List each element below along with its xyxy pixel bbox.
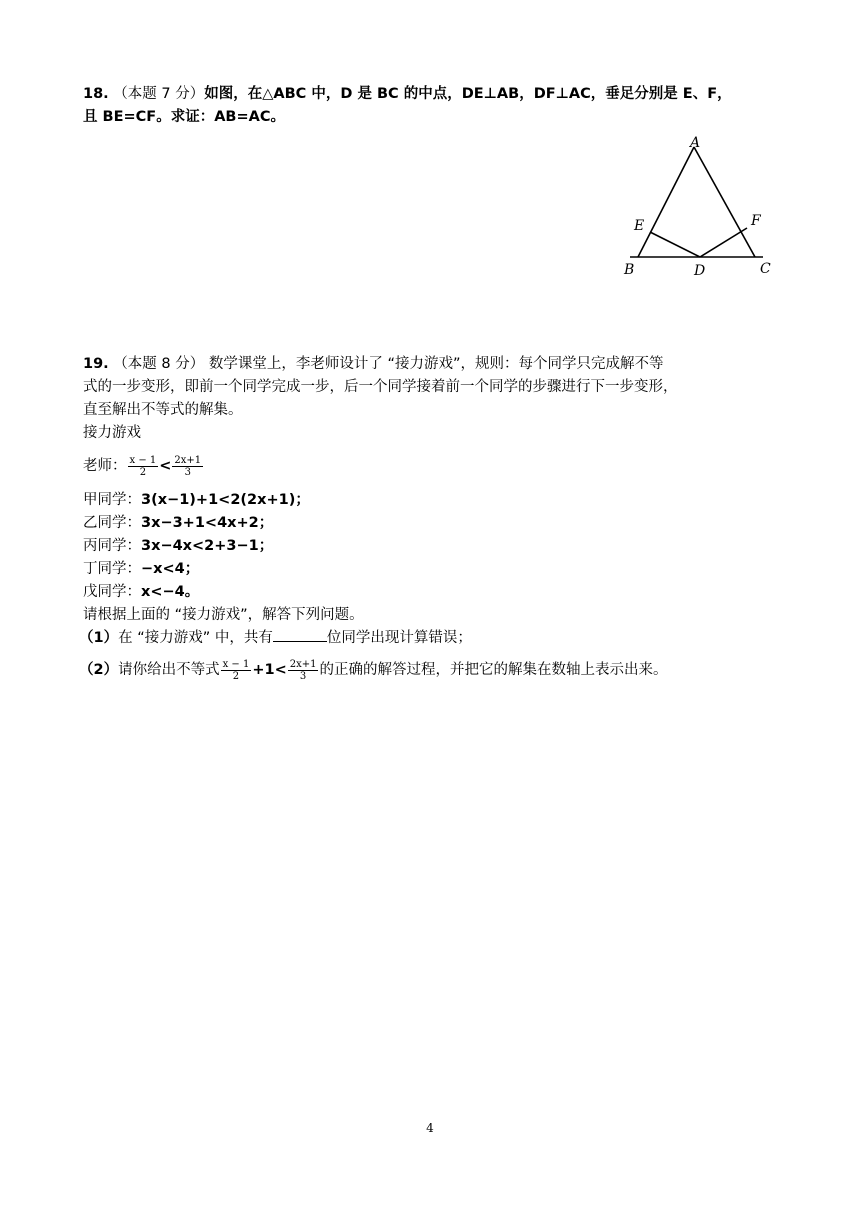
step-expr: 3x−4x<2+3−1； (141, 538, 274, 554)
teacher-op: < (159, 458, 172, 474)
q19-meta: （本题 8 分） (113, 356, 205, 372)
teacher-fraction-2 (172, 455, 203, 478)
q19-prompt: 请根据上面的 “接力游戏”，解答下列问题。 (83, 607, 364, 623)
part2-fraction-2 (288, 659, 319, 682)
q18-meta: （本题 7 分） (113, 86, 205, 102)
step-expr: 3x−3+1<4x+2； (141, 515, 274, 531)
teacher-frac2-den: 3 (184, 466, 191, 478)
q19-intro-line1: 数学课堂上，李老师设计了 “接力游戏”，规则：每个同学只完成解不等 (208, 356, 664, 372)
step-name: 乙同学： (83, 515, 141, 531)
q19-number: 19. (83, 356, 109, 372)
part2-frac1-num: x − 1 (222, 658, 250, 670)
teacher-fraction-1 (128, 455, 159, 478)
q18-text-line2: 且 BE=CF。求证：AB=AC。 (83, 109, 285, 125)
label-f: F (751, 213, 761, 229)
label-e: E (634, 218, 645, 234)
segment-df (700, 228, 747, 257)
step-bing (83, 536, 273, 556)
part1-text-a: 在 “接力游戏” 中，共有 (118, 630, 273, 646)
label-c: C (760, 261, 771, 277)
step-wu (83, 582, 199, 602)
segment-de (650, 232, 700, 257)
step-expr: 3(x−1)+1<2(2x+1)； (141, 492, 310, 508)
part2-label: （2） (79, 662, 119, 678)
step-ding (83, 559, 199, 579)
step-name: 戊同学： (83, 584, 141, 600)
part1-label: （1） (79, 630, 119, 646)
teacher-frac2-num: 2x+1 (174, 454, 202, 466)
step-name: 甲同学： (83, 492, 141, 508)
q19-intro-line3: 直至解出不等式的解集。 (83, 402, 243, 418)
part2-mid: +1< (252, 662, 287, 678)
step-jia (83, 490, 310, 510)
page-number: 4 (426, 1121, 434, 1135)
q18-text-line1: 如图，在△ABC 中，D 是 BC 的中点，DE⊥AB，DF⊥AC，垂足分别是 E、F， (204, 86, 732, 102)
step-expr: x<−4。 (141, 584, 200, 600)
step-name: 丁同学： (83, 561, 141, 577)
label-a: A (690, 135, 701, 151)
part2-text-b: 的正确的解答过程，并把它的解集在数轴上表示出来。 (319, 662, 668, 678)
q19-part1 (79, 628, 472, 648)
triangle-figure (615, 133, 785, 281)
part2-fraction-1 (221, 659, 252, 682)
label-b: B (624, 262, 635, 278)
q19-line1 (83, 354, 664, 374)
side-ac (694, 147, 755, 257)
teacher-label: 老师： (83, 458, 127, 474)
part2-frac2-den: 3 (299, 670, 307, 682)
game-title: 接力游戏 (83, 425, 141, 441)
q19-intro-line2: 式的一步变形，即前一个同学完成一步，后一个同学接着前一个同学的步骤进行下一步变形， (83, 379, 678, 395)
answer-blank[interactable] (273, 641, 327, 642)
part2-text-a: 请你给出不等式 (118, 662, 220, 678)
part2-frac1-den: 2 (232, 670, 240, 682)
step-name: 丙同学： (83, 538, 141, 554)
teacher-frac1-den: 2 (139, 466, 147, 478)
q19-part2 (79, 655, 667, 685)
label-d: D (694, 263, 706, 279)
q18-number: 18. (83, 86, 109, 102)
part1-text-b: 位同学出现计算错误； (326, 630, 472, 646)
teacher-frac1-num: x − 1 (129, 454, 157, 466)
teacher-line (83, 451, 204, 481)
step-yi (83, 513, 273, 533)
part2-frac2-num: 2x+1 (289, 658, 317, 670)
q18-line1 (83, 84, 732, 104)
step-expr: −x<4； (141, 561, 200, 577)
